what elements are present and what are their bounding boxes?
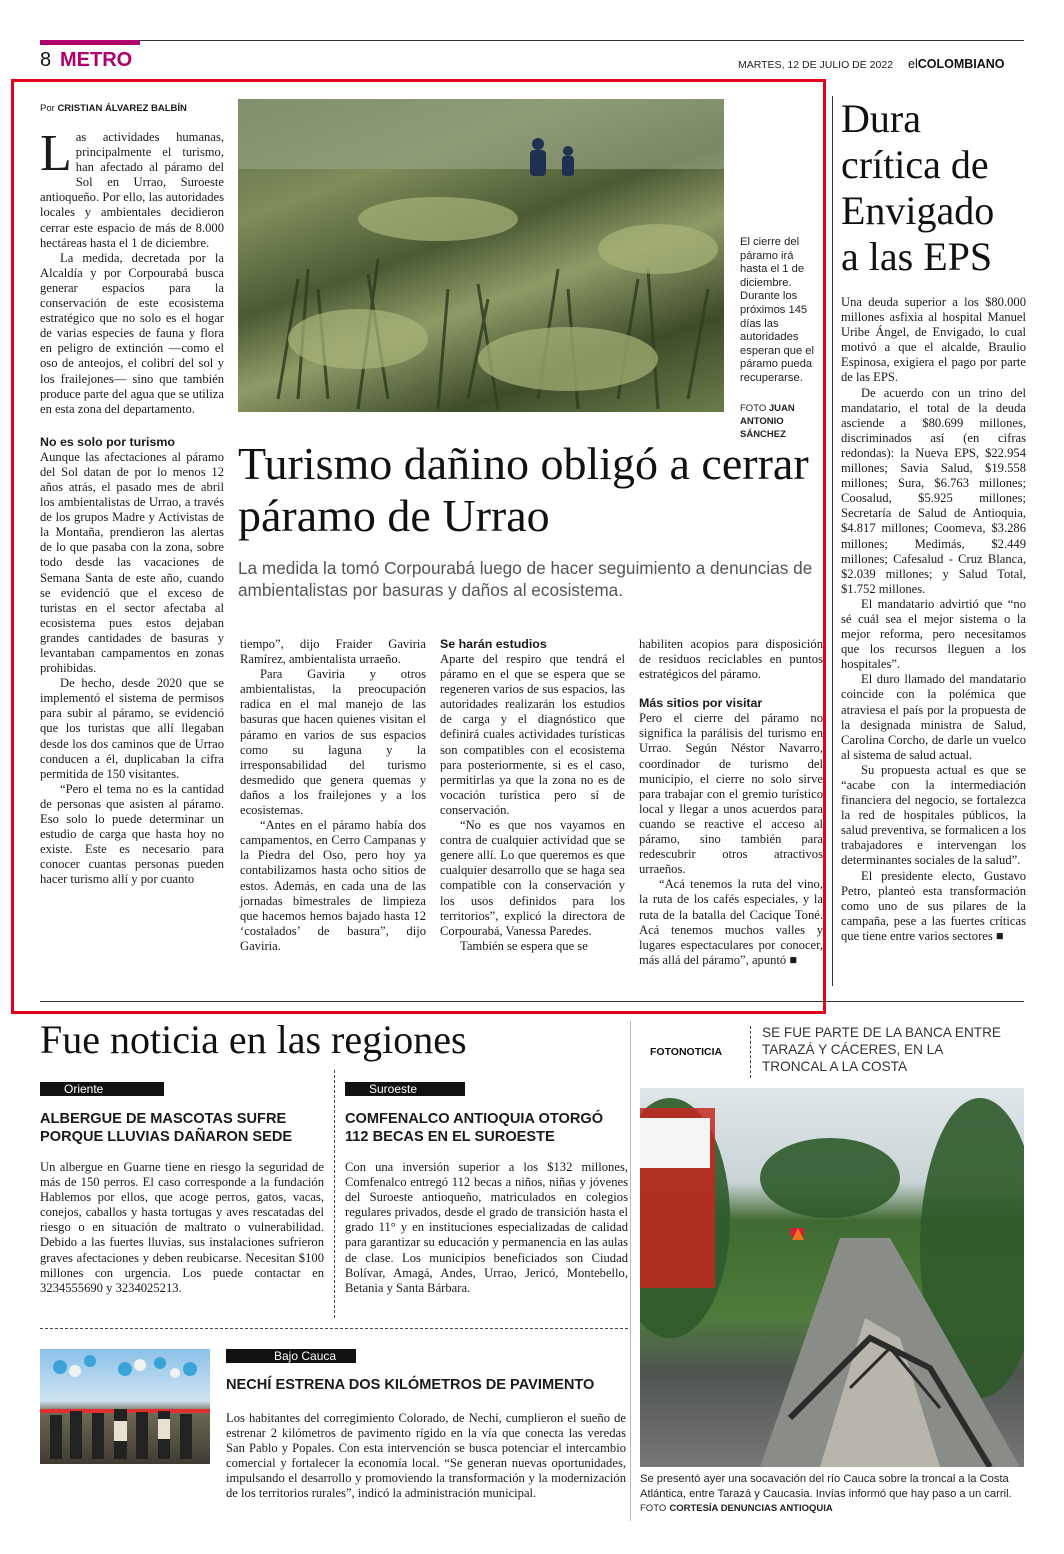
- oriente-body: [40, 1160, 324, 1296]
- photo-credit: [740, 402, 826, 441]
- paramo-illustration: [238, 99, 724, 412]
- fotonoticia-credit-name: CORTESÍA DENUNCIAS ANTIOQUIA: [669, 1503, 833, 1514]
- fotonoticia-label: FOTONOTICIA: [650, 1046, 723, 1058]
- paragraph: Con una inversión superior a los $132 millones, Comfenalco entregó 112 becas a niños, niñas y jóvenes del Suroeste antioqueño, matriculados en colegios regulares privados, desde el grado de transición hasta el grado 11° y en instituciones especializadas de calidad para garantizar su educación y permanencia en las aulas de clase. Los municipios beneficiados son Ciudad Bolívar, Amagá, Andes, Urrao, Jericó, Montebello, Betania y Santa Bárbara.: [345, 1160, 628, 1295]
- bajo-cauca-body: [226, 1411, 626, 1502]
- paragraph: Aparte del respiro que tendrá el páramo en el que se espera que se regeneren varios de sus espacios, las autoridades realizarán los estudios de carga y el diagnóstico que definirá cuales actividades turísticas son compatibles con el ecosistema para posteriormente, si es el caso, permitirlas ya que la zona no es de vocación turística pero sí de conservación.: [440, 652, 625, 817]
- byline: [40, 103, 187, 115]
- article-deck: La medida la tomó Corpourabá luego de hacer seguimiento a denuncias de ambientalistas por basuras y daños al ecosistema.: [238, 558, 813, 600]
- page-number: 8: [40, 49, 52, 71]
- photo-caption: El cierre del páramo irá hasta el 1 de diciembre. Durante los próximos 145 días las autoridades esperan que el páramo pueda recuperarse.: [740, 236, 815, 384]
- region-tag-oriente: Oriente: [40, 1082, 164, 1096]
- paramo-photo: [238, 99, 724, 412]
- paragraph: [40, 125, 224, 251]
- paragraph: El mandatario advirtió que “no sé cuál sea el mejor sistema o la mejor reforma, pero necesitamos que los recursos lleguen a los hospitales”.: [841, 596, 1026, 672]
- paragraph: “Acá tenemos la ruta del vino, la ruta de los cafés especiales, y la ruta de la batalla del Cacique Toné. Acá tenemos muchos valles y lugares espectaculares por conocer, más allá del páramo”, apuntó ■: [639, 877, 823, 967]
- fotonoticia-credit-label: FOTO: [640, 1503, 667, 1514]
- paragraph: Una deuda superior a los $80.000 millones asfixia al hospital Manuel Uribe Ángel, de Envigado, lo cual motivó a que el alcalde, Braulio Espinosa, exigiera el pago por parte de las EPS.: [841, 295, 1026, 385]
- paragraph: Un albergue en Guarne tiene en riesgo la seguridad de más de 150 perros. El caso corresponde a la fundación Hablemos por ellos, que acoge perros, gatos, vacas, conejos, caballos y hasta tortugas y aves rescatadas del riesgo o en situación de maltrato o vulnerabilidad. Debido a las fuertes lluvias, sus instalaciones sufrieron graves afectaciones y deben reubicarse. Necesitan $100 millones con urgencia. Los puede contactar en 3234555690 y 3234025213.: [40, 1160, 324, 1295]
- paragraph: De acuerdo con un trino del mandatario, el total de la deuda asciende a $80.699 millones, discriminados así (en cifras redondas): la Nueva EPS, $22.954 millones; Savia Salud, $19.558 millones; Sura, $6.763 millones; Coosalud, $5.925 millones; Secretaría de Salud de Antioquia, $4.817 millones; Coomeva, $3.286 millones; Medimás, $2.449 millones; Cafesalud - Cruz Blanca, $2.039 millones; y Salud Total, $1.752 millones.: [841, 385, 1026, 596]
- fotonoticia-caption: [640, 1472, 1024, 1517]
- region-tag-suroeste: Suroeste: [345, 1082, 465, 1096]
- byline-prefix: Por: [40, 103, 55, 114]
- fotonoticia-title: SE FUE PARTE DE LA BANCA ENTRE TARAZÁ Y CÁCERES, EN LA TRONCAL A LA COSTA: [762, 1025, 1001, 1074]
- subheading: Más sitios por visitar: [639, 696, 763, 711]
- paragraph: Los habitantes del corregimiento Colorado, de Nechí, cumplieron el sueño de estrenar 2 kilómetros de pavimento rígido en la vía que conecta las veredas San Pablo y Popales. Con esta intervención se busca potenciar el intercambio comercial y fortalecer la economía local. “Se generan nuevas oportunidades, impulsando el desarrollo y promoviendo la transformación y la modernización de los territorios rurales”, indicó la administración municipal.: [226, 1411, 626, 1501]
- road-illustration: [640, 1088, 1024, 1467]
- photo-credit-name: JUAN ANTONIO SÁNCHEZ: [740, 403, 795, 440]
- section-rule: [40, 1001, 1024, 1002]
- regions-horizontal-divider: [40, 1328, 628, 1329]
- paragraph-text: as actividades humanas, principalmente el turismo, han afectado al páramo del Sol en Urrao, Suroeste antioqueño. Por ello, las autoridades locales y ambientales decidieron cerrar este espacio de más de 8.000 hectáreas hasta el 1 de diciembre.: [40, 130, 224, 250]
- bajo-cauca-headline: NECHÍ ESTRENA DOS KILÓMETROS DE PAVIMENTO: [226, 1377, 595, 1393]
- paragraph: “Antes en el páramo había dos campamentos, en Cerro Campanas y la Piedra del Oso, pero hoy ya contabilizamos hasta ocho sitios de estos. Además, en cada una de las jornadas bimestrales de limpieza que hacemos hemos bajado hasta 12 ‘costalados’ de basura”, dijo Gaviria.: [240, 818, 426, 953]
- drop-cap: L: [40, 125, 72, 182]
- paragraph: habiliten acopios para disposición de residuos reciclables en puntos estratégicos del páramo.: [639, 637, 823, 682]
- paragraph: El presidente electo, Gustavo Petro, planteó esta transformación como uno de sus pilares de la campaña, pese a las fuertes críticas que tiene entre varios sectores ■: [841, 868, 1026, 943]
- header-accent-bar: [40, 40, 140, 45]
- paragraph: El duro llamado del mandatario coincide con la polémica que atraviesa el país por la propuesta de la designada ministra de Salud, Carolina Corcho, de darle un vuelco al sistema de salud actual.: [841, 672, 1026, 762]
- photo-credit-label: FOTO: [740, 403, 767, 414]
- paragraph: Aunque las afectaciones al páramo del Sol datan de por lo menos 12 años atrás, el pasado mes de abril los ambientalistas de Urrao, a través de los grupos Madre y Activistas de la Montaña, prendieron las alertas de lo que pasaba con la zona, sobre todo desde las vacaciones de Semana Santa de este año, cuando se evidenció que el exceso de turistas en el sector afectaba al ecosistema pues estos dejaban grandes cantidades de basuras y levantaban campamentos en zonas prohibidas.: [40, 449, 224, 676]
- article-column-4: [639, 637, 823, 968]
- sidebar-headline: Dura crítica de Envigado a las EPS: [841, 96, 995, 279]
- sidebar-body: [841, 295, 1026, 944]
- paragraph: Para Gaviria y otros ambientalistas, la preocupación radica en el mal manejo de las basuras que hacen quienes visitan el páramo en varios de sus espacios como su laguna y la irresponsabilidad del turismo desmedido que genera quemas y daños a los frailejones y a los ecosistemas.: [240, 667, 426, 818]
- paragraph: “Pero el tema no es la cantidad de personas que asisten al páramo. Eso solo lo puede determinar un estudio de carga que hasta hoy no existe. Este es necesario para conocer cuantas personas pueden hacer turismo allí y por cuanto: [40, 781, 224, 887]
- subheading: No es solo por turismo: [40, 434, 175, 449]
- article-column-3: [440, 637, 625, 954]
- oriente-headline: ALBERGUE DE MASCOTAS SUFRE PORQUE LLUVIAS DAÑARON SEDE: [40, 1111, 293, 1145]
- paragraph: Su propuesta actual es que se “acabe con la intermediación financiera del negocio, se fortalezca la red de hospitales públicos, la salud preventiva, se formalicen a los trabajadores e intervengan los determinantes sociales de la salud”.: [841, 762, 1026, 868]
- brand-logo: [908, 56, 1005, 72]
- issue-date: MARTES, 12 DE JULIO DE 2022: [738, 59, 894, 71]
- nechi-illustration: [40, 1349, 210, 1464]
- paragraph: Pero el cierre del páramo no significa la parálisis del turismo en Urrao. Según Néstor Navarro, coordinador de turismo del municipio, el cierre no solo sirve para trabajar con el gremio turístico local y llegar a unos acuerdos para cuando se reactive el acceso al páramo, sino también para redescubrir otros atractivos urraeños.: [639, 711, 823, 877]
- paragraph: De hecho, desde 2020 que se implementó el sistema de permisos para subir al páramo, se evidenció que los turistas que allí llegaban desde los dos caminos que de Urrao conducen a él, duplicaban la cifra permitida de 150 visitantes.: [40, 676, 224, 781]
- brand-name: COLOMBIANO: [917, 57, 1005, 71]
- article-headline: Turismo dañino obligó a cerrar páramo de Urrao: [238, 438, 809, 541]
- section-name: METRO: [60, 49, 133, 71]
- fotonoticia-divider: [750, 1026, 751, 1078]
- article-column-1: [40, 125, 224, 888]
- header-rule: [140, 40, 1024, 41]
- suroeste-body: [345, 1160, 628, 1296]
- article-column-2: [240, 637, 426, 954]
- sidebar-divider: [832, 96, 833, 986]
- paragraph: “No es que nos vayamos en contra de cualquier actividad que se genere allí. Lo que queremos es que cualquier desarrollo que se haga sea compatible con la conservación y los usos definidos para los territorios”, explicó la directora de Corpourabá, Vanessa Paredes.: [440, 818, 625, 938]
- paragraph: También se espera que se: [460, 938, 588, 953]
- brand-prefix: el: [908, 57, 918, 71]
- road-collapse-photo: [640, 1088, 1024, 1467]
- suroeste-headline: COMFENALCO ANTIOQUIA OTORGÓ 112 BECAS EN EL SUROESTE: [345, 1111, 604, 1145]
- byline-name: CRISTIAN ÁLVAREZ BALBÍN: [57, 103, 187, 114]
- fotonoticia-caption-text: Se presentó ayer una socavación del río Cauca sobre la troncal a la Costa Atlántica, entre Tarazá y Caucasia. Invías informó que hay paso a un carril.: [640, 1473, 1012, 1500]
- nechi-photo: [40, 1349, 210, 1464]
- paragraph: La medida, decretada por la Alcaldía y por Corpourabá busca generar espacios para la conservación de este ecosistema estratégico que no solo es el hogar de varias especies de fauna y flora en peligro de extinción —como el oso de anteojos, el colibrí del sol y los frailejones— sino que también produce parte del agua que se utiliza en esta zona del departamento.: [40, 250, 224, 416]
- subheading: Se harán estudios: [440, 637, 547, 651]
- paragraph: tiempo”, dijo Fraider Gaviria Ramírez, ambientalista urraeño.: [240, 637, 426, 667]
- region-tag-bajo-cauca: Bajo Cauca: [226, 1349, 356, 1363]
- regions-title: Fue noticia en las regiones: [40, 1017, 467, 1062]
- regions-vertical-divider: [334, 1070, 335, 1318]
